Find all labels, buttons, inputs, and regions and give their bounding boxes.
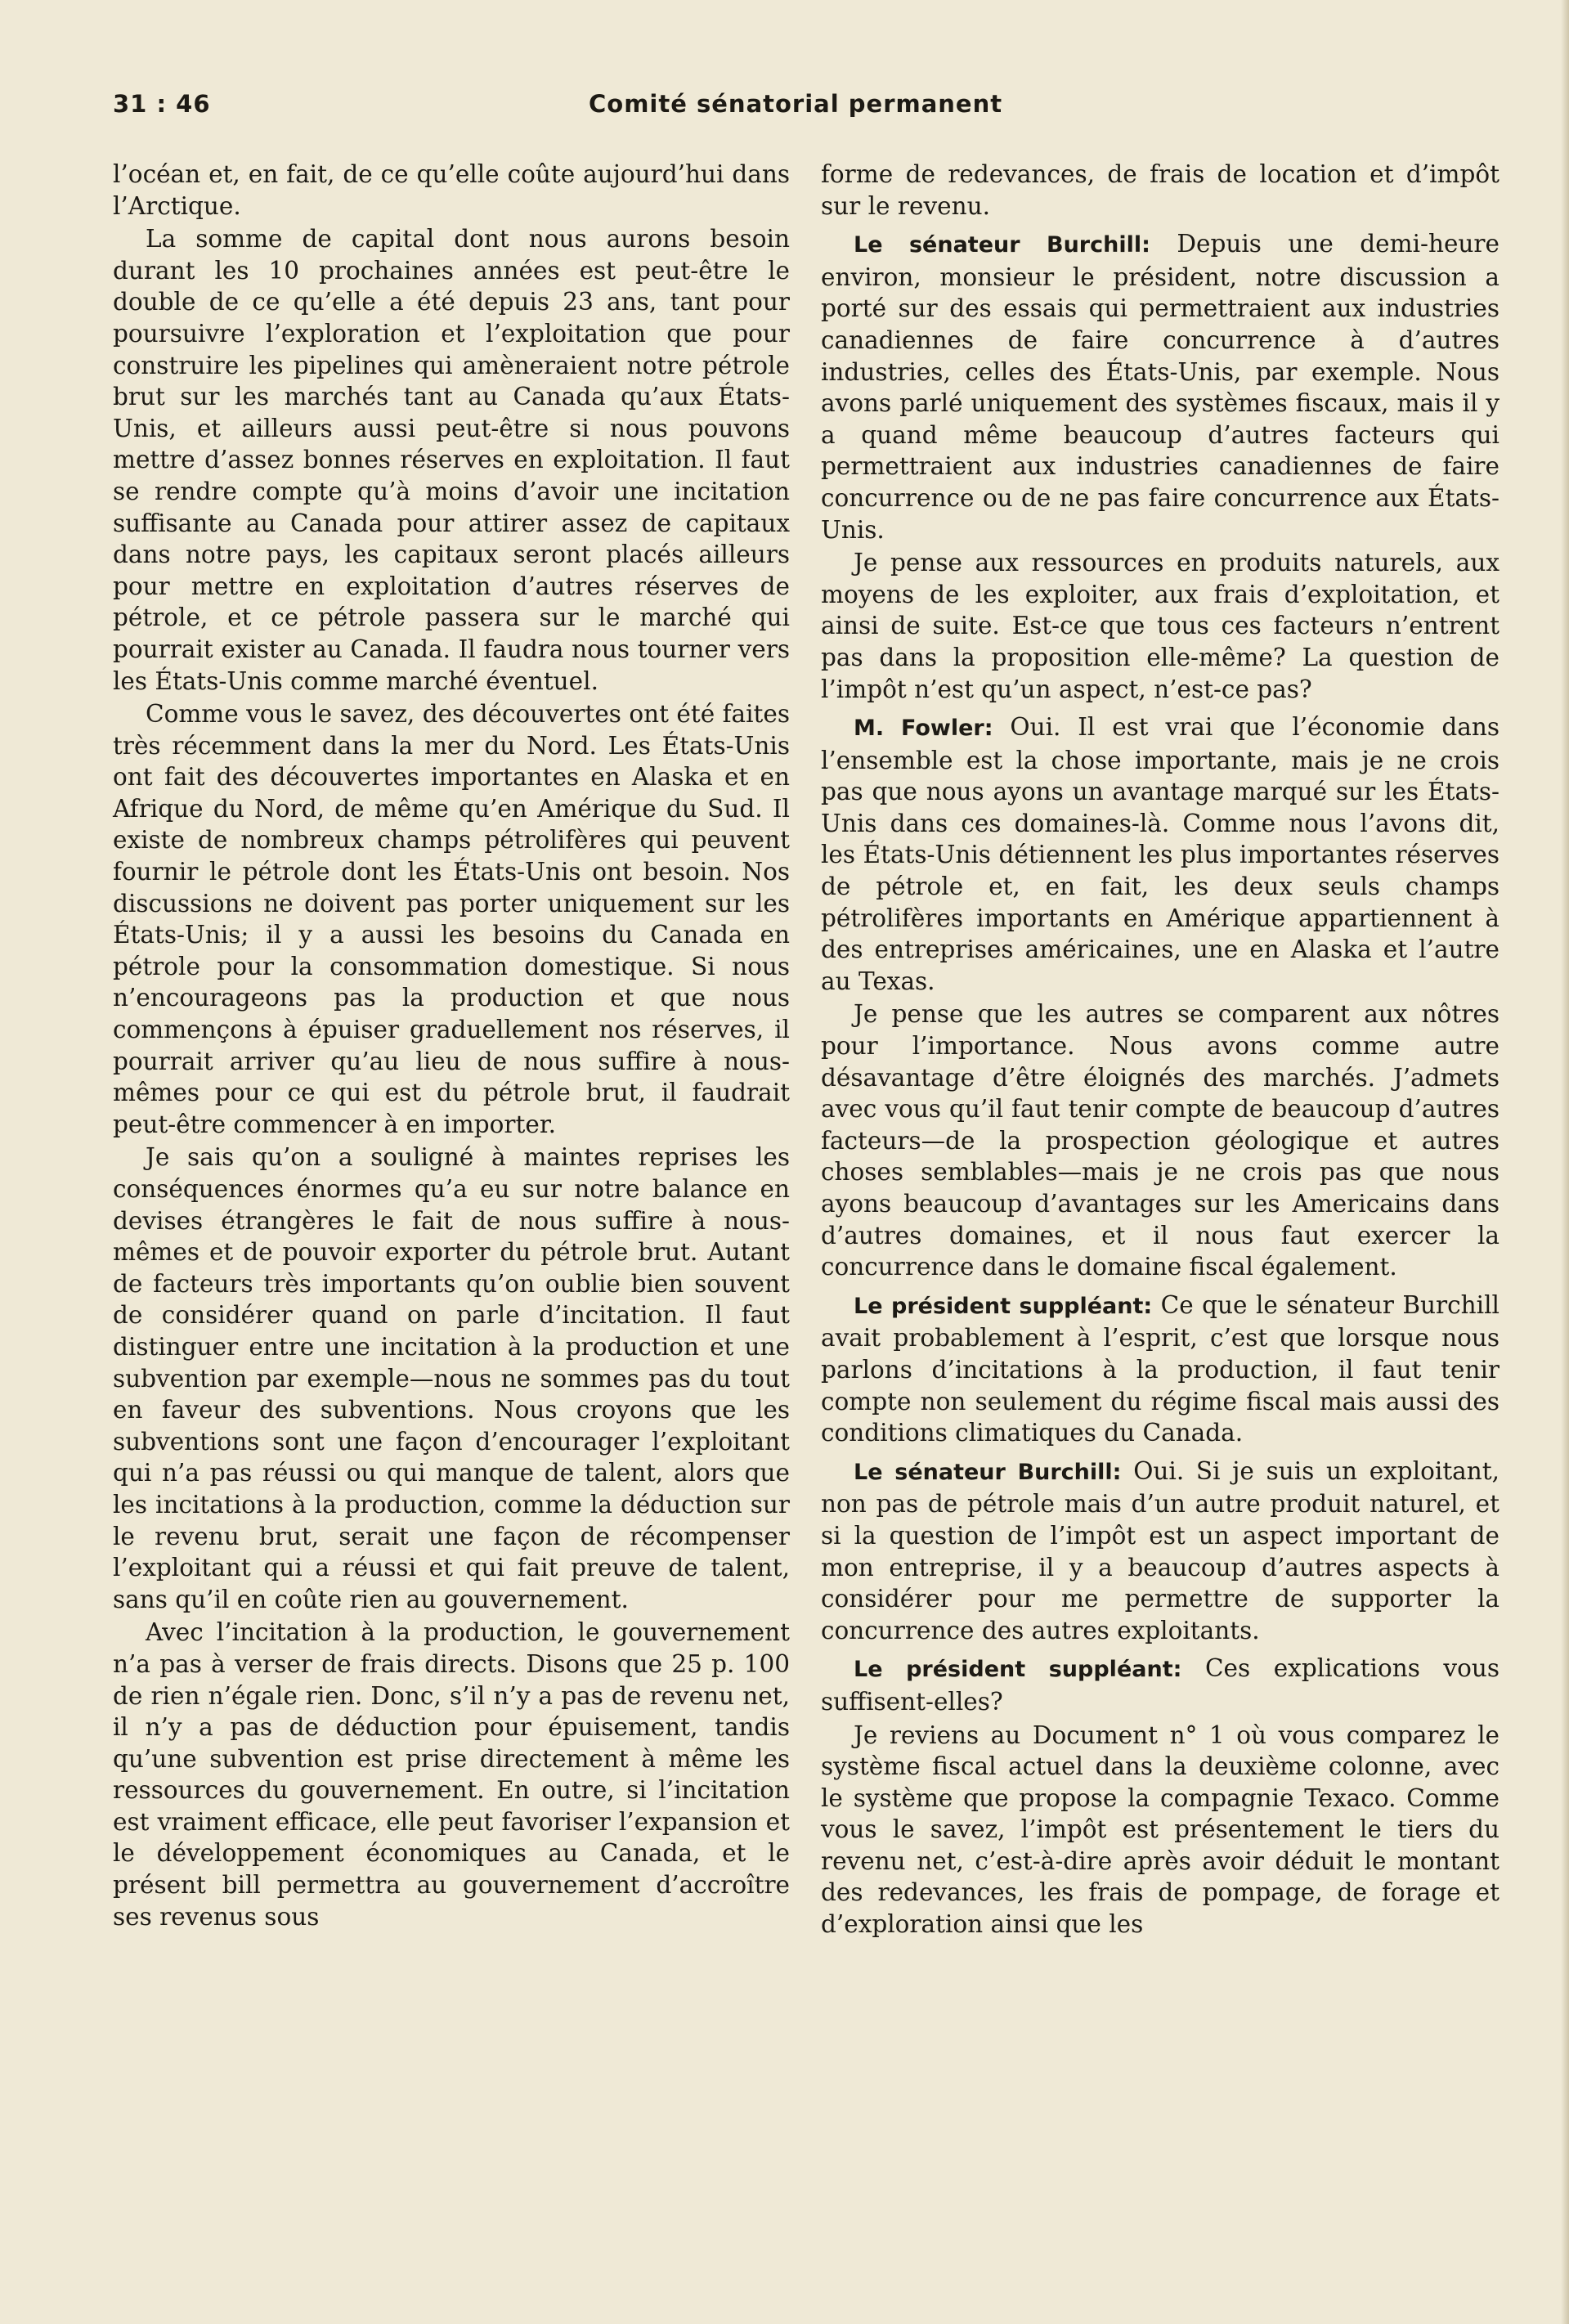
speech-text: Ces explications vous suffisent-elles? bbox=[821, 1654, 1500, 1716]
speaker-name: Le président suppléant: bbox=[854, 1293, 1153, 1319]
running-header-title: Comité sénatorial permanent bbox=[589, 90, 1003, 118]
speech-paragraph bbox=[821, 1290, 1500, 1449]
speech-paragraph bbox=[821, 1456, 1500, 1647]
speech-text: Oui. Il est vrai que l’économie dans l’ensemble est la chose importante, mais je ne crois pas que nous ayons un avantage marqué sur les États-Unis dans ces domaines-là. Comme nous l’avons dit, les États-Unis détiennent les plus importantes réserves de pétrole et, en fait, les deux seuls champs pétrolifères importants en Amérique appartiennent à des entreprises américaines, une en Alaska et l’autre au Texas. bbox=[821, 713, 1500, 995]
paragraph: forme de redevances, de frais de location et d’impôt sur le revenu. bbox=[821, 160, 1500, 220]
left-text-column bbox=[113, 159, 790, 1934]
paragraph: Je pense que les autres se comparent aux nôtres pour l’importance. Nous avons comme autre désavantage d’être éloignés des marchés. J’admets avec vous qu’il faut tenir compte de beaucoup d’autres facteurs—de la prospection géologique et autres choses semblables—mais je ne crois pas que nous ayons beaucoup d’avantages sur les Americains dans d’autres domaines, et il nous faut exercer la concurrence dans le domaine fiscal également. bbox=[821, 1000, 1500, 1281]
speaker-name: Le président suppléant: bbox=[854, 1657, 1182, 1683]
page-edge-shadow bbox=[1561, 0, 1569, 2324]
paragraph: La somme de capital dont nous aurons besoin durant les 10 prochaines années est peut-être le double de ce qu’elle a été depuis 23 ans, tant pour poursuivre l’exploration et l’exploitation que pour construire les pipelines qui amèneraient notre pétrole brut sur les marchés tant au Canada qu’aux États-Unis, et ailleurs aussi peut-être si nous pouvons mettre d’assez bonnes réserves en exploitation. Il faut se rendre compte qu’à moins d’avoir une incitation suffisante au Canada pour attirer assez de capitaux dans notre pays, les capitaux seront placés ailleurs pour mettre en exploitation d’autres réserves de pétrole, et ce pétrole passera sur le marché qui pourrait exister au Canada. Il faudra nous tourner vers les États-Unis comme marché éventuel. bbox=[113, 225, 790, 695]
paragraph: Je pense aux ressources en produits naturels, aux moyens de les exploiter, aux frais d’exploitation, et ainsi de suite. Est-ce que tous ces facteurs n’entrent pas dans la proposition elle-même? La question de l’impôt n’est qu’un aspect, n’est-ce pas? bbox=[821, 549, 1500, 703]
speaker-name: Le sénateur Burchill: bbox=[854, 232, 1150, 258]
speech-text: Depuis une demi-heure environ, monsieur le président, notre discussion a porté sur des essais qui permettraient aux industries canadiennes de faire concurrence à d’autres industries, celles des États-Unis, par exemple. Nous avons parlé uniquement des systèmes fiscaux, mais il y a quand même beaucoup d’autres facteurs qui permettraient aux industries canadiennes de faire concurrence ou de ne pas faire concurrence aux États-Unis. bbox=[821, 230, 1500, 544]
paragraph: l’océan et, en fait, de ce qu’elle coûte aujourd’hui dans l’Arctique. bbox=[113, 160, 790, 220]
speaker-name: Le sénateur Burchill: bbox=[854, 1459, 1122, 1485]
speech-paragraph bbox=[821, 228, 1500, 545]
speaker-name: M. Fowler: bbox=[854, 716, 993, 742]
paragraph: Comme vous le savez, des découvertes ont été faites très récemment dans la mer du Nord. Les États-Unis ont fait des découvertes importantes en Alaska et en Afrique du Nord, de même qu’en Amérique du Sud. Il existe de nombreux champs pétrolifères qui peuvent fournir le pétrole dont les États-Unis ont besoin. Nos discussions ne doivent pas porter uniquement sur les États-Unis; il y a aussi les besoins du Canada en pétrole pour la consommation domestique. Si nous n’encourageons pas la production et que nous commençons à épuiser graduellement nos réserves, il pourrait arriver qu’au lieu de nous suffire à nous-mêmes pour ce qui est du pétrole brut, il faudrait peut-être commencer à en importer. bbox=[113, 700, 790, 1138]
paragraph: Je reviens au Document n° 1 où vous comparez le système fiscal actuel dans la deuxième colonne, avec le système que propose la compagnie Texaco. Comme vous le savez, l’impôt est présentement le tiers du revenu net, c’est-à-dire après avoir déduit le montant des redevances, les frais de pompage, de forage et d’exploration ainsi que les bbox=[821, 1721, 1500, 1939]
speech-text: Oui. Si je suis un exploitant, non pas de pétrole mais d’un autre produit naturel, et si la question de l’impôt est un aspect important de mon entreprise, il y a beaucoup d’autres aspects à considérer pour me permettre de supporter la concurrence des autres exploitants. bbox=[821, 1456, 1500, 1644]
speech-text: Ce que le sénateur Burchill avait probablement à l’esprit, c’est que lorsque nous parlons d’incitations à la production, il faut tenir compte non seulement du régime fiscal mais aussi des conditions climatiques du Canada. bbox=[821, 1290, 1500, 1447]
paragraph: Avec l’incitation à la production, le gouvernement n’a pas à verser de frais directs. Disons que 25 p. 100 de rien n’égale rien. Donc, s’il n’y a pas de revenu net, il n’y a pas de déduction pour épuisement, tandis qu’une subvention est prise directement à même les ressources du gouvernement. En outre, si l’incitation est vraiment efficace, elle peut favoriser l’expansion et le développement économiques au Canada, et le présent bill permettra au gouvernement d’accroître ses revenus sous bbox=[113, 1618, 790, 1931]
speech-paragraph bbox=[821, 711, 1500, 997]
page-number: 31 : 46 bbox=[113, 90, 211, 118]
paragraph: Je sais qu’on a souligné à maintes reprises les conséquences énormes qu’a eu sur notre balance en devises étrangères le fait de nous suffire à nous-mêmes et de pouvoir exporter du pétrole brut. Autant de facteurs très importants qu’on oublie bien souvent de considérer quand on parle d’incitation. Il faut distinguer entre une incitation à la production et une subvention par exemple—nous ne sommes pas du tout en faveur des subventions. Nous croyons que les subventions sont une façon d’encourager l’exploitant qui n’a pas réussi ou qui manque de talent, alors que les incitations à la production, comme la déduction sur le revenu brut, serait une façon de récompenser l’exploitant qui a réussi et qui fait preuve de talent, sans qu’il en coûte rien au gouvernement. bbox=[113, 1143, 790, 1613]
speech-paragraph bbox=[821, 1653, 1500, 1717]
right-text-column bbox=[821, 159, 1500, 1942]
